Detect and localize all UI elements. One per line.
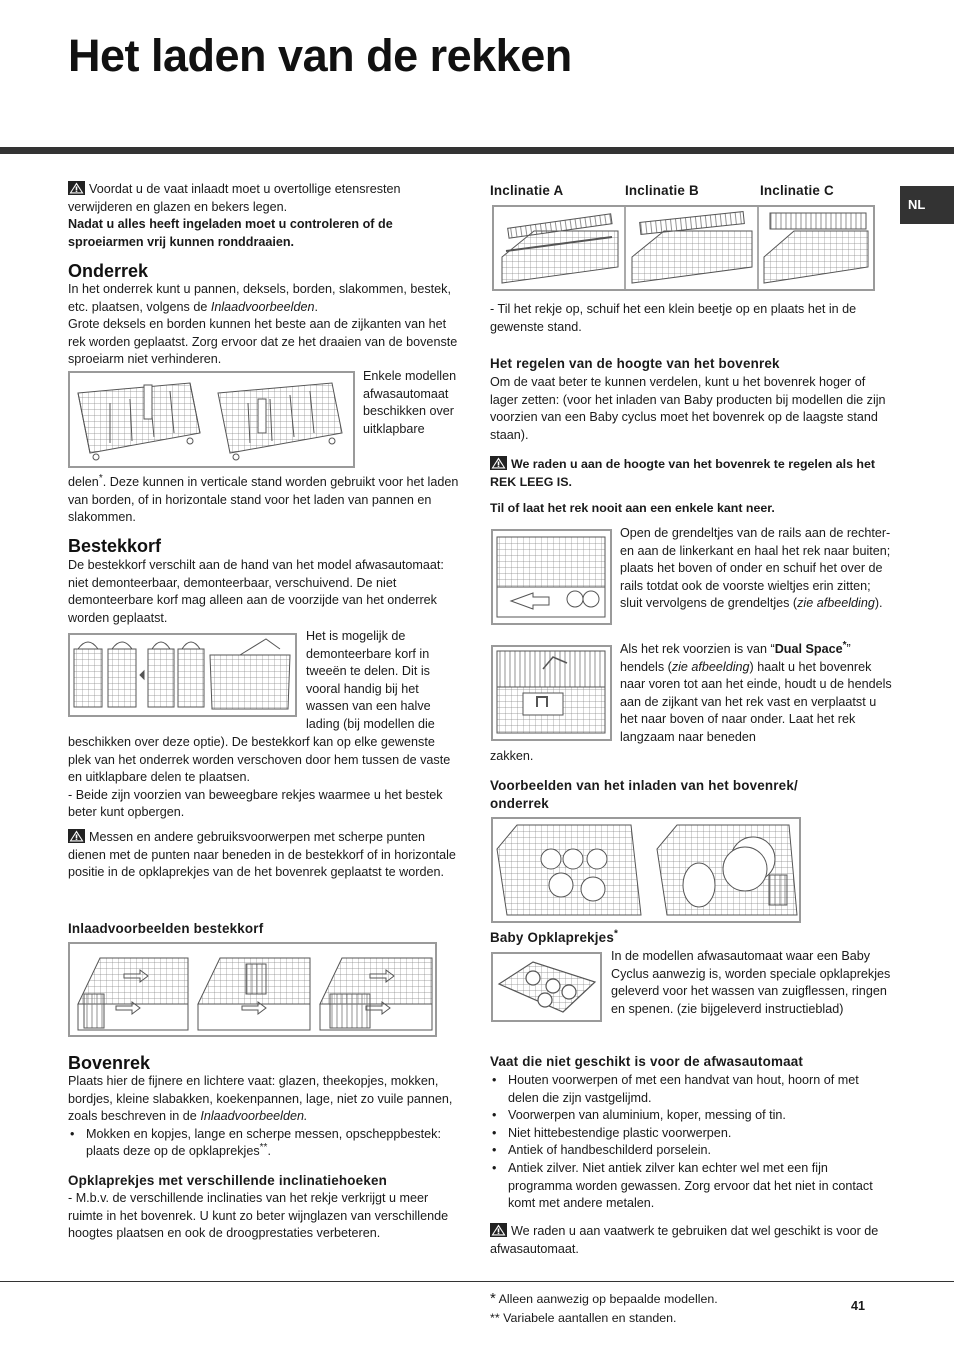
inclinatie-a-label: Inclinatie A [490, 183, 564, 198]
final-warning-text: We raden u aan vaatwerk te gebruiken dat wel geschikt is voor de afwasautomaat. [490, 1224, 879, 1256]
inclinatie-c-label: Inclinatie C [760, 183, 834, 198]
language-tab: NL [900, 186, 954, 224]
bovenrek-p1: Plaats hier de fijnere en lichtere vaat: glazen, theekopjes, mokken, bordjes, kleine slabakken, koekenpannen, lage, niet zo vuile pannen, zoals beschreven in de [68, 1074, 453, 1124]
onderrek-p1-italic: Inlaadvoorbeelden [210, 299, 315, 314]
inclinatie-b-label: Inclinatie B [625, 183, 699, 198]
bestekkorf-cont [68, 734, 460, 822]
hoogte-warning [490, 455, 890, 491]
rails-text-b: ). [874, 596, 883, 611]
bovenrek-list [68, 1126, 460, 1161]
rails-text-italic: zie afbeelding [797, 596, 875, 611]
dual-space-text [620, 641, 895, 747]
baby-text: In de modellen afwasautomaat waar een Baby Cyclus aanwezig is, worden speciale opklaprekjes geleverd voor het wassen van zuigflessen, ringen en spenen. (zie bijgeleverd instructieblad) [611, 949, 891, 1016]
page-title: Het laden van de rekken [68, 30, 572, 81]
list-item: • Niet hittebestendige plastic voorwerpen. [490, 1125, 890, 1143]
list-item: • Antiek of handbeschilderd porselein. [490, 1142, 890, 1160]
onderrek-p2: Grote deksels en borden kunnen het beste aan de zijkanten van het rek worden geplaatst. Zorg ervoor dat ze het draaien van de bovenste sproeiarm niet verhinderen. [68, 317, 458, 367]
inlaad-heading: Inlaadvoorbeelden bestekkorf [68, 921, 264, 936]
voorbeelden-heading: Voorbeelden van het inladen van het bovenrek/ onderrek [490, 778, 798, 811]
bovenrek-bullet-text: Mokken en kopjes, lange en scherpe messen, opscheppbestek: plaats deze op de opklaprekjes [86, 1126, 441, 1159]
onderrek-p1: In het onderrek kunt u pannen, deksels, borden, slakommen, bestek, etc. plaatsen, volgens de [68, 282, 451, 314]
loading-examples-illustration [493, 819, 799, 921]
warning-triangle-icon [68, 829, 85, 843]
bestekkorf-heading: Bestekkorf [68, 536, 162, 556]
onderrek-side-text: Enkele modellen afwasautomaat beschikken over uitklapbare [363, 369, 457, 436]
hoogte-warning-text: We raden u aan de hoogte van het bovenrek te regelen als het REK LEEG IS. [490, 457, 876, 489]
loading-examples-figure [491, 817, 801, 923]
vaat-heading: Vaat die niet geschikt is voor de afwasautomaat [490, 1054, 804, 1069]
footnote-2 [490, 1310, 676, 1328]
messen-warning [68, 829, 460, 882]
onderrek-cont-a: delen [68, 475, 99, 489]
intro-bold-text: Nadat u alles heeft ingeladen moet u controleren of de sproeiarmen vrij kunnen ronddraaien. [68, 217, 393, 249]
onderrek-cont-star: * [98, 472, 103, 484]
final-warning [490, 1223, 890, 1258]
intro-warning-text: Voordat u de vaat inlaadt moet u overtollige etensresten verwijderen en glazen en bekers legen. [68, 182, 401, 214]
dual-space-cont: zakken. [490, 749, 534, 763]
inclination-text: - Til het rekje op, schuif het een klein beetje op en plaats het in de gewenste stand. [490, 302, 857, 334]
dual-space-figure [491, 645, 612, 741]
footer-rule [0, 1281, 954, 1282]
dual-text-a: Als het rek voorzien is van “ [620, 642, 775, 656]
intro-block [68, 181, 460, 251]
dual-text-bold: Dual Space [774, 642, 843, 656]
footnote-2-text: Variabele aantallen en standen. [503, 1311, 677, 1325]
hoogte-text: Om de vaat beter te kunnen verdelen, kunt u het bovenrek hoger of lager zetten: (voor het inladen van Baby producten bij modellen die zijn voorzien van een Baby cyclus moet het bovenrek op de laagste stand staan). [490, 375, 886, 442]
warning-triangle-icon [490, 456, 507, 470]
dual-text-b: ” hendels ( [620, 642, 851, 674]
opklap-text: - M.b.v. de verschillende inclinaties van het rekje verkrijgt u meer ruimte in het bovenrek. U kunt zo beter wijnglazen van verschillende hoogtes plaatsen en ook de droogprestaties verbeteren. [68, 1191, 449, 1241]
dual-text-c: ) haalt u het bovenrek naar voren tot aan het einde, houdt u de hendels aan de zijkant van het rek vast en verplaatst u het naar boven of naar onder. Laat het rek langzaam naar beneden [620, 659, 892, 744]
footnote-2-mark: ** [490, 1311, 500, 1325]
page-number: 41 [851, 1299, 866, 1313]
onderrek-cont [68, 474, 460, 527]
onderrek-figure [68, 371, 355, 468]
footnote-1-text: Alleen aanwezig op bepaalde modellen. [498, 1292, 718, 1306]
footnote-1-mark: * [490, 1290, 496, 1307]
messen-warning-text: Messen en andere gebruiksvoorwerpen met scherpe punten dienen met de punten naar beneden in de bestekkorf of in horizontale positie in de opklaprekjes van de het bovenrek geplaatst te worden. [68, 830, 456, 880]
onderrek-text [68, 281, 458, 369]
baby-rack-figure [491, 952, 602, 1022]
opklap-heading: Opklaprekjes met verschillende inclinatiehoeken [68, 1173, 387, 1188]
bestekkorf-side-text: Het is mogelijk de demonteerbare korf in tweeën te delen. Dit is vooral handig bij het wassen van een halve lading (bij modellen die [306, 629, 435, 731]
bestekkorf-cont-text: beschikken over deze optie). De bestekkorf kan op elke gewenste plek van het onderrek worden verschoven door hem tussen de vaste en uitklapbare delen te plaatsen. [68, 735, 451, 785]
bovenrek-bullet-star: ** [259, 1142, 268, 1154]
onderrek-heading: Onderrek [68, 261, 149, 281]
bestekkorf-p1: De bestekkorf verschilt aan de hand van het model afwasautomaat: niet demonteerbaar, demonteerbaar, verschuivend. De niet demonteerbare korf mag alleen aan de voorzijde van het onderrek worden geplaatst. [68, 558, 444, 625]
inclination-figure [492, 205, 875, 291]
baby-rack-illustration [493, 954, 600, 1020]
bestekkorf-p3: - Beide zijn voorzien van beweegbare rekjes waarmee u het bestek beter kunt opbergen. [68, 787, 443, 820]
hoogte-bold-note: Til of laat het rek nooit aan een enkele kant neer. [490, 501, 775, 515]
hoogte-heading: Het regelen van de hoogte van het bovenrek [490, 356, 780, 371]
dual-text-italic: zie afbeelding [671, 659, 750, 674]
inclination-illustration [494, 207, 873, 289]
list-item [68, 1126, 460, 1161]
vaat-list [490, 1072, 890, 1213]
cutlery-examples-illustration [70, 944, 435, 1035]
rails-figure [491, 529, 612, 625]
header-rule [0, 147, 954, 154]
onderrek-p1-end: . [314, 299, 318, 314]
bovenrek-bullet-end: . [267, 1144, 271, 1159]
bovenrek-p1-italic: Inlaadvoorbeelden. [200, 1109, 308, 1124]
baby-heading [490, 929, 618, 947]
onderrek-cont-b: . Deze kunnen in verticale stand worden gebruikt voor het laden van borden, of in horizontale stand voor het laden van pannen en slakommen. [68, 475, 459, 525]
bestekkorf-figure [68, 633, 297, 717]
rails-text [620, 525, 895, 613]
list-item: • Houten voorwerpen of met een handvat van hout, hoorn of met delen die zijn vastgelijmd. [490, 1072, 890, 1107]
list-item: • Antiek zilver. Niet antiek zilver kan echter wel met een fijn programma worden gewassen. Zorg ervoor dat het niet in contact komt met andere metalen. [490, 1160, 890, 1213]
bovenrek-text [68, 1073, 460, 1161]
baby-heading-star: * [613, 928, 619, 940]
cutlery-basket-illustration [70, 635, 295, 715]
list-item: • Voorwerpen van aluminium, koper, messing of tin. [490, 1107, 890, 1125]
bovenrek-heading: Bovenrek [68, 1053, 151, 1073]
rails-illustration [493, 531, 610, 623]
warning-triangle-icon [490, 1223, 507, 1237]
footnote-1 [490, 1290, 718, 1309]
baby-heading-text: Baby Opklaprekjes [490, 930, 614, 945]
dual-text-star: * [842, 639, 847, 651]
rails-text-a: Open de grendeltjes van de rails aan de rechter- en aan de linkerkant en haal het rek naar buiten; plaats het boven of onder en schuif het over de rails totdat ook de voorste wieltjes erin zitten; sluit vervolgens de grendeltjes ( [620, 526, 891, 611]
dual-space-illustration [493, 647, 610, 739]
cutlery-examples-figure [68, 942, 437, 1037]
lower-rack-illustration [70, 373, 353, 466]
warning-triangle-icon [68, 181, 85, 195]
